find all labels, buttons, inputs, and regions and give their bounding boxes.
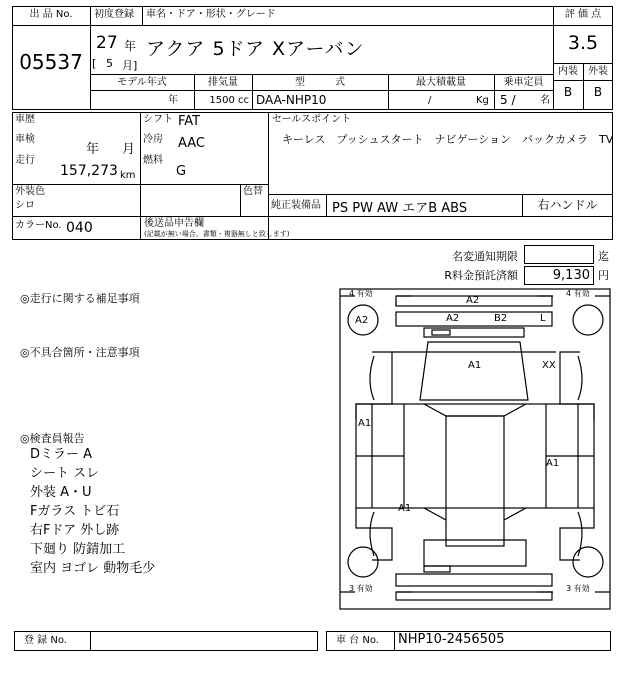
car-name-label: 車名・ドア・形状・グレード <box>146 9 276 20</box>
inspector-report-label: ◎検査員報告 <box>20 432 85 445</box>
roof <box>420 342 528 400</box>
right-rear-wheel <box>573 305 603 335</box>
hood <box>424 540 526 566</box>
right-rear-quarter <box>560 352 594 420</box>
inspection-year: 年 <box>86 142 100 157</box>
inspection-label: 車検 <box>15 134 35 145</box>
front-lip <box>396 592 552 600</box>
rating-label: 評 価 点 <box>564 9 602 20</box>
mark-rear-right: L <box>540 313 546 324</box>
corner-unit: 有効 <box>356 584 373 593</box>
left-front-wheel <box>348 547 378 577</box>
history-label: 車歴 <box>15 114 35 125</box>
mark-rear-bumper: A2 <box>466 295 480 306</box>
displacement: 1500 cc <box>209 95 249 106</box>
inspector-line: 室内 ヨゴレ 動物毛少 <box>30 561 156 576</box>
rating: 3.5 <box>567 32 599 54</box>
type: DAA-NHP10 <box>256 93 327 107</box>
corner-bottom-right <box>566 584 590 594</box>
exterior-grade: B <box>593 85 603 99</box>
corner-bottom-left <box>349 584 373 594</box>
inspector-line: 下廻り 防錆加工 <box>30 542 126 557</box>
rear-panel <box>396 312 552 326</box>
corner-unit: 有効 <box>573 584 590 593</box>
year-unit: 年 <box>124 39 137 53</box>
exterior-color: シロ <box>15 200 35 211</box>
car-name: アクア 5ドア Xアーバン <box>146 38 365 60</box>
right-front-wheel <box>573 547 603 577</box>
max-load-label: 最大積載量 <box>416 77 466 88</box>
model-year-unit: 年 <box>168 95 178 106</box>
max-load-unit: Kg <box>476 95 489 106</box>
steering: 右ハンドル <box>537 198 598 212</box>
transfer-deadline-label: 名変通知期限 <box>452 250 518 263</box>
corner-count: 3 <box>566 584 572 593</box>
inspector-line: 外装 A・U <box>30 485 92 500</box>
corner-top-right <box>566 289 590 299</box>
type-label: 型 式 <box>295 77 345 88</box>
corner-count: 4 <box>566 289 572 298</box>
mileage-label: 走行 <box>15 155 35 166</box>
mileage-unit: km <box>120 170 136 181</box>
mark-roof: A1 <box>468 360 482 371</box>
ac-label: 冷房 <box>143 134 163 145</box>
registration-no-label: 登 録 No. <box>24 635 67 646</box>
mark-left-front-fender: A1 <box>398 503 412 514</box>
recycle-fee-unit: 円 <box>598 269 609 282</box>
inspector-line: 右Fドア 外し跡 <box>30 523 120 538</box>
corner-unit: 有効 <box>573 289 590 298</box>
mark-left-rear-wheel: A2 <box>355 315 369 326</box>
color-change-label: 色替 <box>243 186 263 197</box>
inspector-line: Fガラス トビ石 <box>30 504 120 519</box>
capacity-unit: 名 <box>540 95 550 106</box>
mark-rear-left: A2 <box>446 313 460 324</box>
inspector-line: シート スレ <box>30 466 100 481</box>
color-no: 040 <box>66 220 93 236</box>
defects-notes-label: ◎不具合箇所・注意事項 <box>20 346 140 359</box>
fuel-label: 燃料 <box>143 155 163 166</box>
transfer-deadline-unit: 迄 <box>598 250 609 263</box>
driving-notes-label: ◎走行に関する補足事項 <box>20 292 140 305</box>
month-bracket: [ <box>92 57 97 70</box>
aftermarket-label: 後送品申告欄 <box>144 218 204 229</box>
sales-points: キーレス プッシュスタート ナビゲーション バックカメラ TV <box>282 133 614 146</box>
displacement-label: 排気量 <box>208 77 238 88</box>
capacity: 5 / <box>500 93 516 107</box>
fuel: G <box>176 164 187 179</box>
month-unit: 月] <box>122 59 138 72</box>
month-value: 5 <box>106 57 113 70</box>
ac: AAC <box>178 136 205 151</box>
model-year-value: 27 <box>96 33 118 53</box>
rear-garnish <box>424 328 524 337</box>
corner-top-left <box>349 289 373 299</box>
mark-right-front-door: A1 <box>546 458 560 469</box>
exterior-label: 外装 <box>588 66 608 77</box>
exterior-color-label: 外装色 <box>15 186 45 197</box>
left-rear-quarter <box>356 352 392 420</box>
recycle-fee-label: R料金預託済額 <box>444 269 518 282</box>
inspector-line: Dミラー A <box>30 447 93 462</box>
front-bumper <box>396 574 552 586</box>
cabin <box>446 416 504 546</box>
inspection-month: 月 <box>122 142 136 157</box>
shift: FAT <box>178 114 201 129</box>
mark-right-rear-fender: XX <box>542 360 556 371</box>
model-year-label: モデル年式 <box>117 77 167 88</box>
chassis-no-label: 車 台 No. <box>336 635 379 646</box>
lot-no: 05537 <box>19 50 83 74</box>
max-load-slash: / <box>428 95 432 106</box>
chassis-no: NHP10-2456505 <box>398 632 505 647</box>
recycle-fee-amount: 9,130 <box>552 268 590 283</box>
genuine-equipment-label: 純正装備品 <box>271 200 321 211</box>
interior-label: 内装 <box>558 66 578 77</box>
lot-no-label: 出 品 No. <box>29 9 73 20</box>
sales-point-label: セールスポイント <box>272 114 352 125</box>
aftermarket-note: (記載が無い場合、書類・複器無しと致します) <box>144 230 290 238</box>
corner-count: 3 <box>349 584 355 593</box>
corner-unit: 有効 <box>356 289 373 298</box>
mileage: 157,273 <box>60 163 118 179</box>
corner-count: 4 <box>349 289 355 298</box>
interior-grade: B <box>563 85 573 99</box>
first-registration-label: 初度登録 <box>94 9 134 20</box>
genuine-equipment: PS PW AW エアB ABS <box>332 201 468 216</box>
shift-label: シフト <box>143 114 173 125</box>
mark-left-rear-door: A1 <box>358 418 372 429</box>
mark-rear-center: B2 <box>494 313 508 324</box>
color-no-label: カラーNo. <box>15 220 62 231</box>
capacity-label: 乗車定員 <box>503 77 544 88</box>
